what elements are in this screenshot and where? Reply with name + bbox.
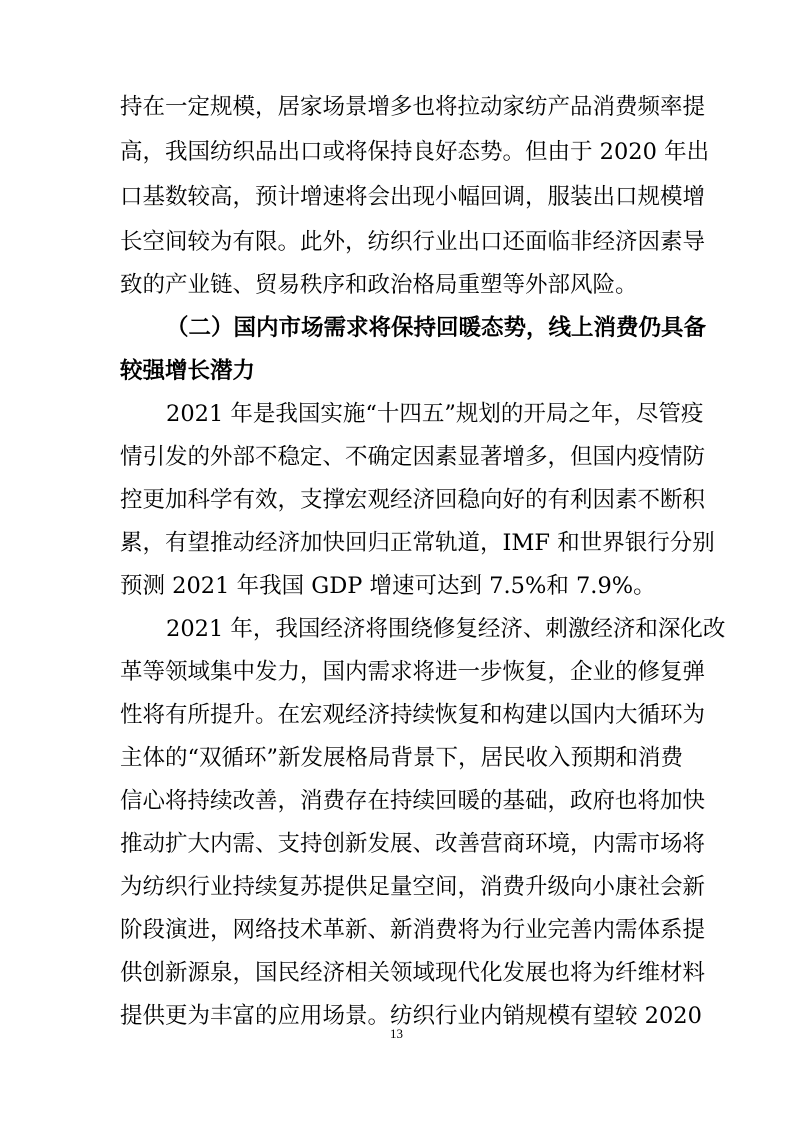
- text-line: 供创新源泉，国民经济相关领域现代化发展也将为纤维材料: [120, 960, 706, 986]
- text-line: 控更加科学有效，支撑宏观经济回稳向好的有利因素不断积: [120, 487, 706, 513]
- text-line: 革等领域集中发力，国内需求将进一步恢复，企业的修复弹: [120, 659, 706, 685]
- section-heading-continued: 较强增长潜力: [120, 358, 256, 384]
- text-line: 持在一定规模，居家场景增多也将拉动家纺产品消费频率提: [120, 94, 706, 120]
- text-line: 阶段演进，网络技术革新、新消费将为行业完善内需体系提: [120, 917, 706, 943]
- text-line: 致的产业链、贸易秩序和政治格局重塑等外部风险。: [120, 272, 638, 298]
- text-line: 推动扩大内需、支持创新发展、改善营商环境，内需市场将: [120, 831, 706, 857]
- text-line: 高，我国纺织品出口或将保持良好态势。但由于 2020 年出: [120, 139, 710, 165]
- text-line: 2021 年，我国经济将围绕修复经济、刺激经济和深化改: [166, 616, 726, 642]
- text-line: 长空间较为有限。此外，纺织行业出口还面临非经济因素导: [120, 229, 706, 255]
- page-number: 13: [390, 1026, 403, 1041]
- text-line: 主体的“双循环”新发展格局背景下，居民收入预期和消费: [120, 745, 684, 771]
- text-line: 累，有望推动经济加快回归正常轨道，IMF 和世界银行分别: [120, 530, 715, 556]
- text-line: 预测 2021 年我国 GDP 增速可达到 7.5%和 7.9%。: [120, 573, 656, 599]
- text-line: 性将有所提升。在宏观经济持续恢复和构建以国内大循环为: [120, 702, 706, 728]
- text-line: 2021 年是我国实施“十四五”规划的开局之年，尽管疫: [166, 401, 704, 427]
- text-line: 为纺织行业持续复苏提供足量空间，消费升级向小康社会新: [120, 874, 706, 900]
- text-line: 提供更为丰富的应用场景。纺织行业内销规模有望较 2020: [120, 1003, 702, 1029]
- text-line: 情引发的外部不稳定、不确定因素显著增多，但国内疫情防: [120, 444, 706, 470]
- text-line: 口基数较高，预计增速将会出现小幅回调，服装出口规模增: [120, 184, 706, 210]
- section-heading: （二）国内市场需求将保持回暖态势，线上消费仍具备: [166, 315, 707, 341]
- text-line: 信心将持续改善，消费存在持续回暖的基础，政府也将加快: [120, 788, 706, 814]
